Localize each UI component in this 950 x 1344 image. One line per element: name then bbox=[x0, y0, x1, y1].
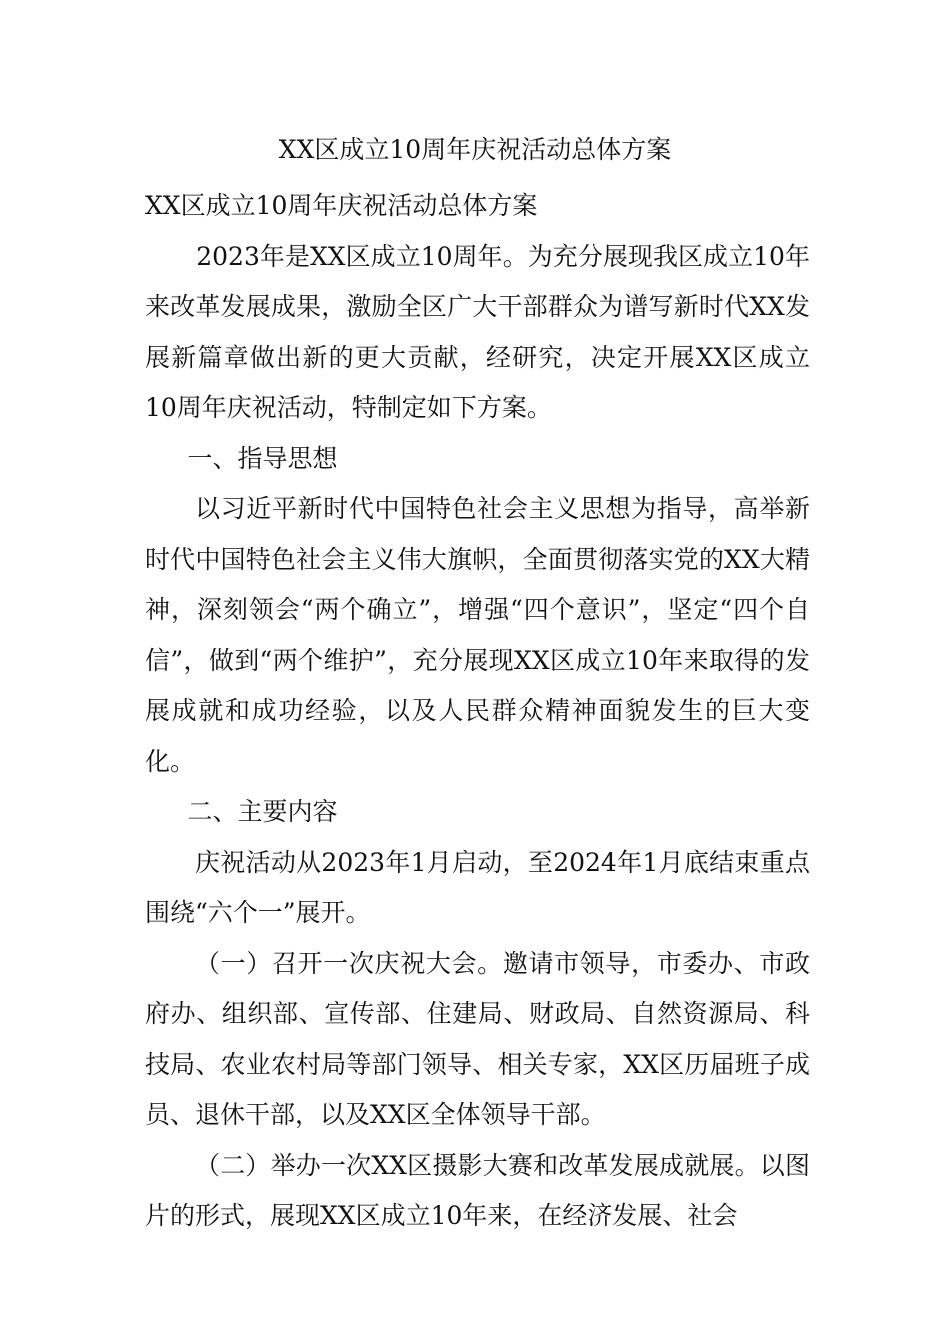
main-content-paragraph: 庆祝活动从2023年1月启动，至2024年1月底结束重点围绕“六个一”展开。 bbox=[145, 847, 810, 927]
document-title: XX区成立10周年庆祝活动总体方案 bbox=[278, 135, 672, 164]
item-celebration-conference: （一）召开一次庆祝大会。邀请市领导，市委办、市政府办、组织部、宣传部、住建局、财政局、自然资源局、科技局、农业农村局等部门领导、相关专家，XX区历届班子成员、退休干部，以及XX区全体领导干部。 bbox=[145, 948, 810, 1129]
document-body bbox=[145, 181, 810, 1242]
document-subtitle: XX区成立10周年庆祝活动总体方案 bbox=[145, 191, 538, 220]
section-heading-main-content: 二、主要内容 bbox=[187, 797, 338, 826]
item-photography-contest: （二）举办一次XX区摄影大赛和改革发展成就展。以图片的形式，展现XX区成立10年来，在经济发展、社会 bbox=[145, 1150, 810, 1230]
intro-paragraph: 2023年是XX区成立10周年。为充分展现我区成立10年来改革发展成果，激励全区广大干部群众为谱写新时代XX发展新篇章做出新的更大贡献，经研究，决定开展XX区成立10周年庆祝活动，特制定如下方案。 bbox=[145, 241, 810, 422]
guiding-thought-paragraph: 以习近平新时代中国特色社会主义思想为指导，高举新时代中国特色社会主义伟大旗帜，全面贯彻落实党的XX大精神，深刻领会“两个确立”，增强“四个意识”，坚定“四个自信”，做到“两个维护”，充分展现XX区成立10年来取得的发展成就和成功经验，以及人民群众精神面貌发生的巨大变化。 bbox=[145, 494, 810, 776]
section-heading-guiding-thought: 一、指导思想 bbox=[187, 443, 338, 473]
